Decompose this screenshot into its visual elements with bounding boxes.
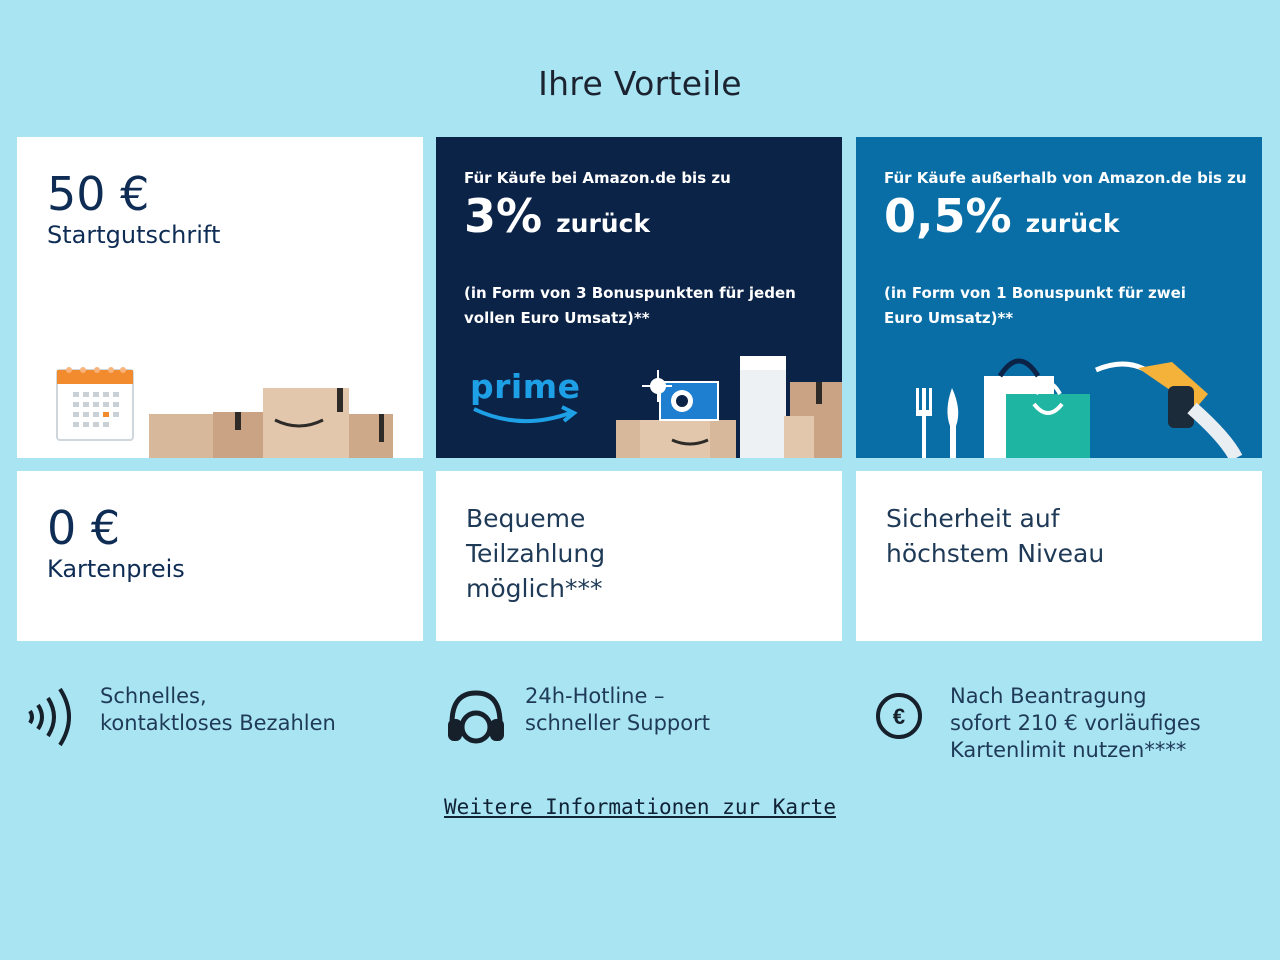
contactless-icon xyxy=(24,685,76,749)
installment-text: Bequeme Teilzahlung möglich*** xyxy=(466,504,606,603)
speaker-icon xyxy=(740,356,786,458)
devices-boxes-illustration xyxy=(612,348,842,458)
amazon-cashback-suffix: zurück xyxy=(556,209,651,238)
card-external-cashback xyxy=(856,137,1262,458)
headset-icon xyxy=(444,687,508,751)
perk-card-limit-text: Nach Beantragung sofort 210 € vorläufiges Kartenlimit nutzen**** xyxy=(950,684,1201,762)
card-card-price xyxy=(17,471,423,641)
credit-label: Startgutschrift xyxy=(47,221,221,249)
credit-amount: 50 € xyxy=(47,167,150,221)
shopping-bags-icon xyxy=(984,361,1090,458)
calendar-icon xyxy=(57,367,133,440)
card-price-label: Kartenpreis xyxy=(47,555,185,583)
perk-contactless xyxy=(24,683,404,773)
euro-circle-icon xyxy=(874,691,926,743)
calendar-boxes-illustration xyxy=(17,348,423,458)
camera-icon xyxy=(642,370,718,420)
cutlery-icon xyxy=(916,388,958,458)
page-title: Ihre Vorteile xyxy=(538,64,742,103)
card-price-amount: 0 € xyxy=(47,501,121,555)
perk-hotline xyxy=(444,683,824,773)
perk-hotline-text: 24h-Hotline – schneller Support xyxy=(525,684,710,735)
amazon-cashback-percent: 3% zurück xyxy=(464,189,651,243)
more-info-link[interactable]: Weitere Informationen zur Karte xyxy=(444,795,836,819)
external-cashback-percent: 0,5% zurück xyxy=(884,189,1120,243)
amazon-cashback-heading: Für Käufe bei Amazon.de bis zu xyxy=(464,169,731,187)
svg-text:€: € xyxy=(892,704,906,729)
fuel-nozzle-icon xyxy=(1096,362,1236,458)
amazon-cashback-note: (in Form von 3 Bonuspunkten für jeden vollen Euro Umsatz)** xyxy=(464,284,796,327)
external-cashback-suffix: zurück xyxy=(1025,209,1120,238)
perk-card-limit xyxy=(874,683,1254,773)
perk-contactless-text: Schnelles, kontaktloses Bezahlen xyxy=(100,684,336,735)
card-amazon-cashback xyxy=(436,137,842,458)
boxes-icon xyxy=(149,388,393,458)
prime-logo: prime xyxy=(470,367,590,437)
card-installment xyxy=(436,471,842,641)
security-text: Sicherheit auf höchstem Niveau xyxy=(886,504,1105,568)
shopping-fuel-illustration xyxy=(856,348,1262,458)
card-start-credit xyxy=(17,137,423,458)
external-cashback-note: (in Form von 1 Bonuspunkt für zwei Euro Umsatz)** xyxy=(884,284,1186,327)
card-security xyxy=(856,471,1262,641)
smile-arrow-icon xyxy=(470,405,590,429)
external-cashback-heading: Für Käufe außerhalb von Amazon.de bis zu xyxy=(884,169,1247,187)
